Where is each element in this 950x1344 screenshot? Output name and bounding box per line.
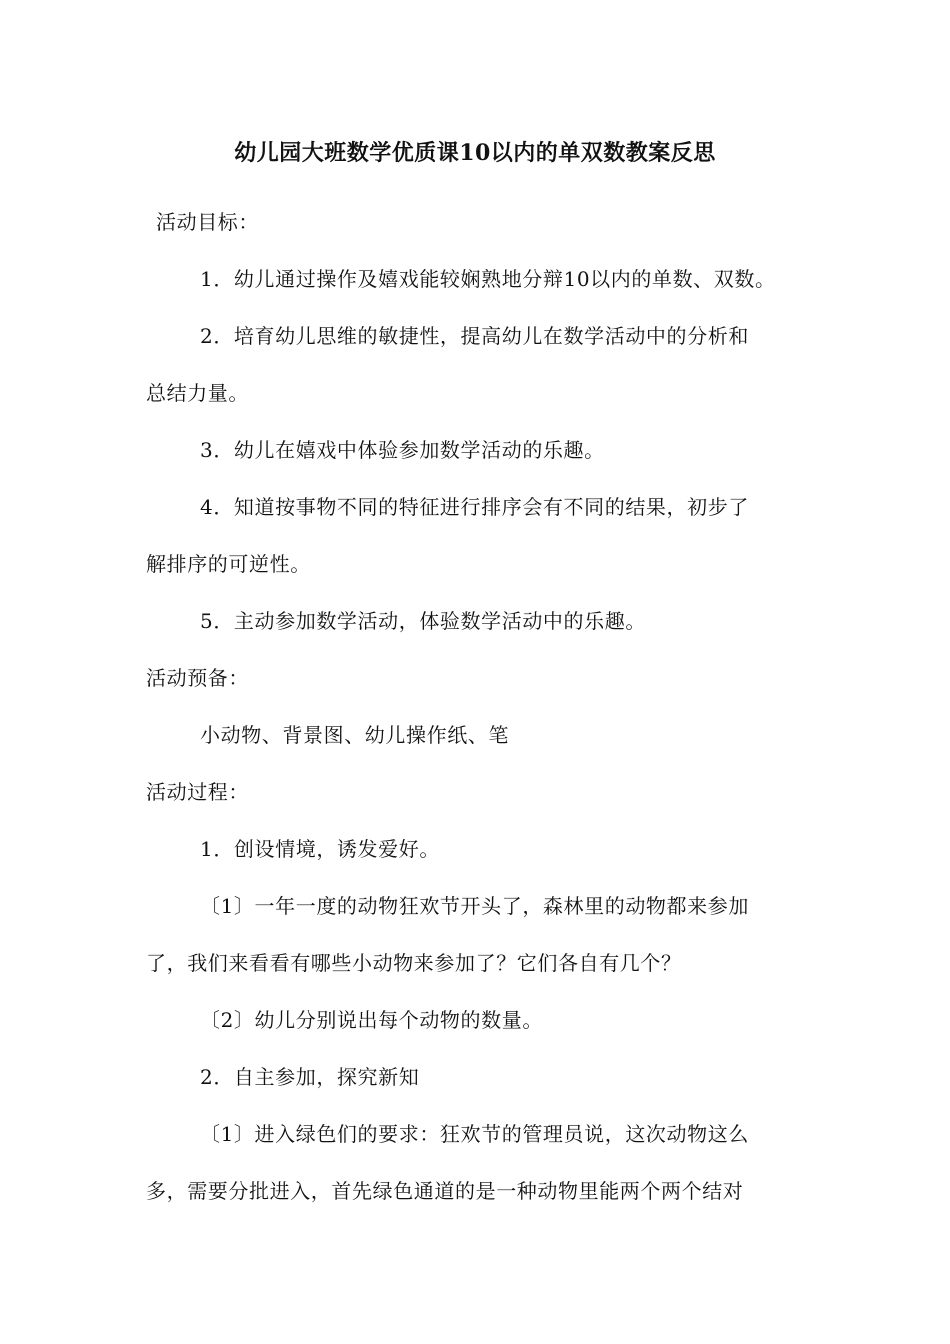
section-heading-preparation: 活动预备： [146, 666, 249, 690]
paragraph-line: 2．培育幼儿思维的敏捷性，提高幼儿在数学活动中的分析和 [200, 324, 749, 348]
paragraph-line: 2．自主参加，探究新知 [200, 1065, 420, 1089]
section-heading-goals: 活动目标： [156, 210, 259, 234]
paragraph-line: 了，我们来看看有哪些小动物来参加了？它们各自有几个？ [146, 951, 682, 975]
paragraph-line: 总结力量。 [146, 381, 249, 405]
paragraph-line: 1．幼儿通过操作及嬉戏能较娴熟地分辩10以内的单数、双数。 [200, 267, 776, 291]
paragraph-line: 〔1〕进入绿色们的要求：狂欢节的管理员说，这次动物这么 [200, 1122, 749, 1146]
section-heading-process: 活动过程： [146, 780, 249, 804]
paragraph-line: 小动物、背景图、幼儿操作纸、笔 [200, 723, 509, 747]
paragraph-line: 4．知道按事物不同的特征进行排序会有不同的结果，初步了 [200, 495, 749, 519]
paragraph-line: 解排序的可逆性。 [146, 552, 311, 576]
document-title: 幼儿园大班数学优质课10以内的单双数教案反思 [234, 140, 716, 166]
paragraph-line: 多，需要分批进入，首先绿色通道的是一种动物里能两个两个结对 [146, 1179, 744, 1203]
paragraph-line: 〔1〕一年一度的动物狂欢节开头了，森林里的动物都来参加 [200, 894, 749, 918]
paragraph-line: 5．主动参加数学活动，体验数学活动中的乐趣。 [200, 609, 646, 633]
paragraph-line: 〔2〕幼儿分别说出每个动物的数量。 [200, 1008, 543, 1032]
paragraph-line: 1．创设情境，诱发爱好。 [200, 837, 440, 861]
paragraph-line: 3．幼儿在嬉戏中体验参加数学活动的乐趣。 [200, 438, 605, 462]
